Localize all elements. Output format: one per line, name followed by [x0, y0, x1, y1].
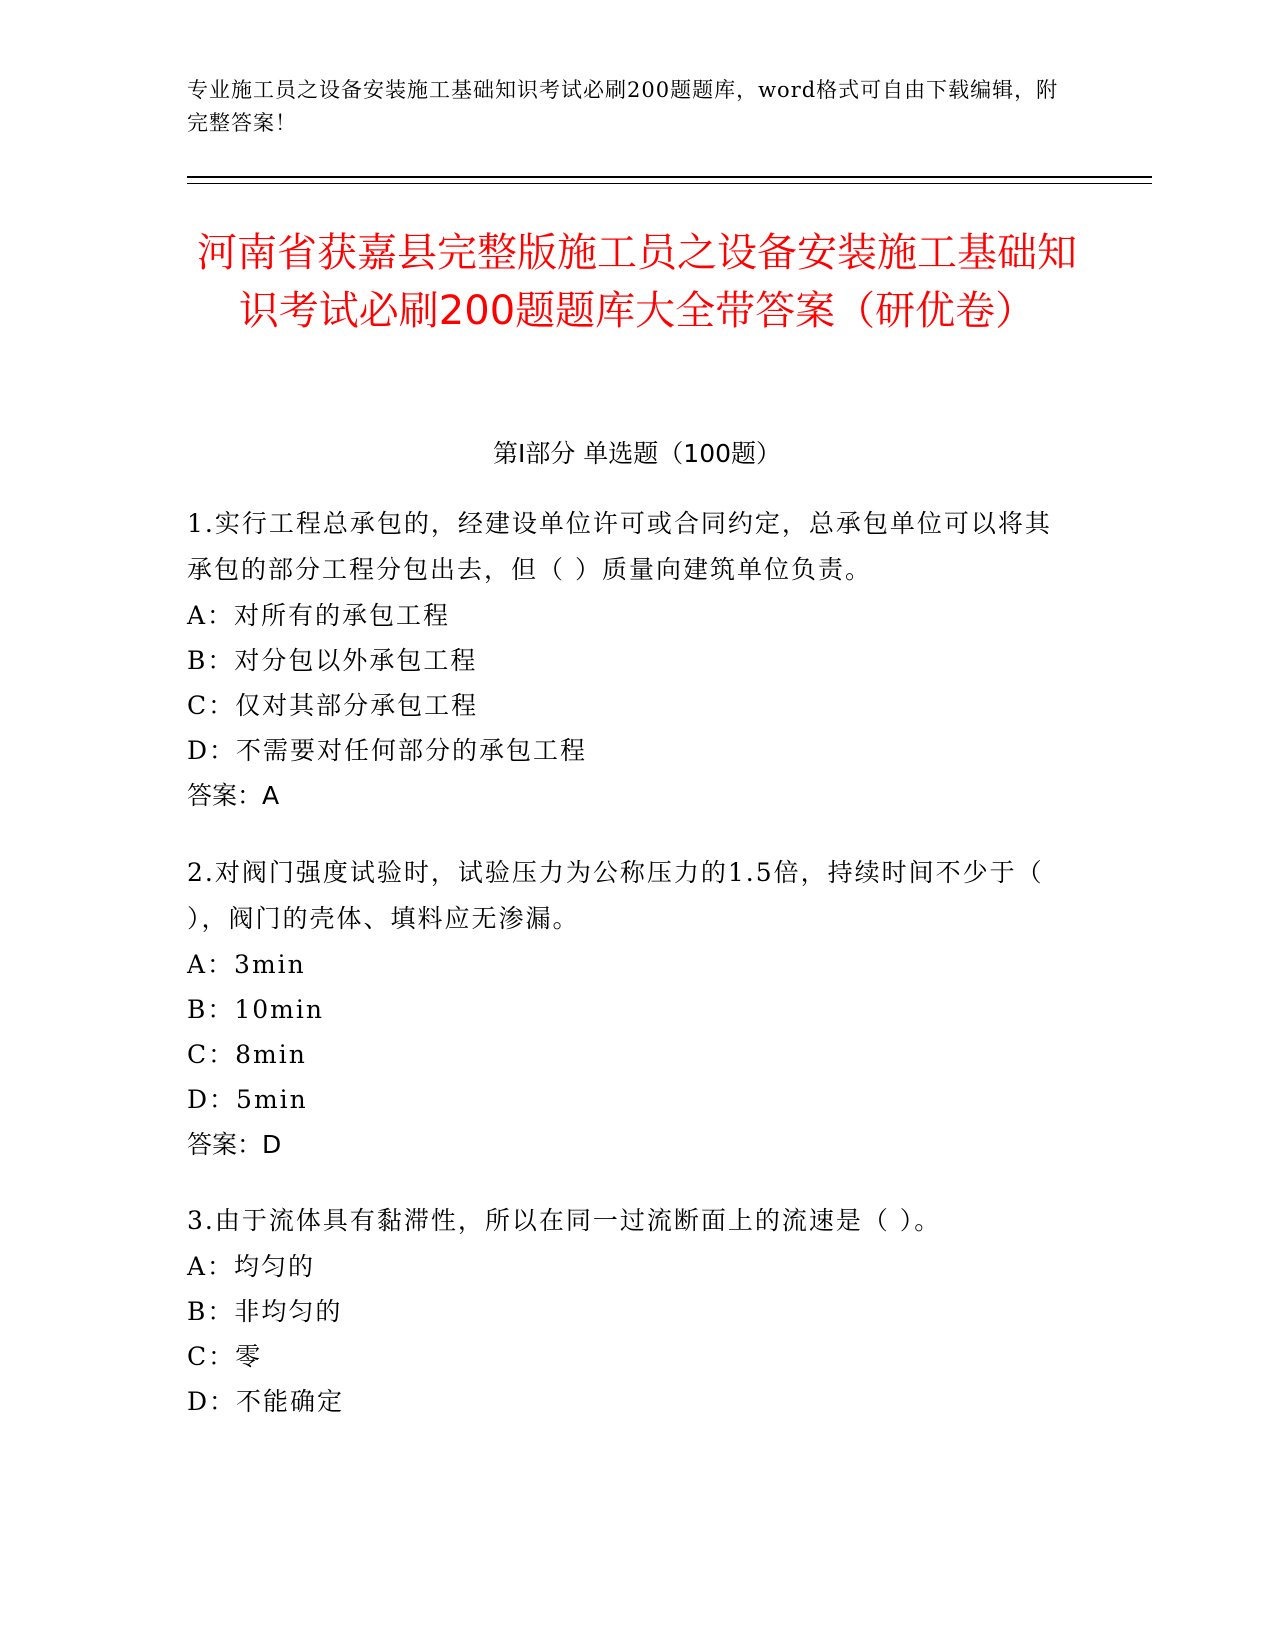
header-divider-thin — [187, 183, 1152, 184]
option-b: B：非均匀的 — [187, 1297, 343, 1326]
header-note: 专业施工员之设备安装施工基础知识考试必刷200题题库，word格式可自由下载编辑，附完整答案！ — [187, 78, 1059, 135]
header-divider-thick — [187, 176, 1152, 178]
option-b: B：10min — [187, 995, 324, 1024]
answer-line: 答案：A — [187, 781, 280, 810]
document-title: 河南省获嘉县完整版施工员之设备安装施工基础知识考试必刷200题题库大全带答案（研优卷） — [197, 230, 1077, 334]
option-d: D：不需要对任何部分的承包工程 — [187, 736, 588, 765]
option-c: C：零 — [187, 1342, 263, 1371]
option-d: D：不能确定 — [187, 1387, 345, 1416]
option-c: C：8min — [187, 1040, 307, 1069]
question-stem: 2.对阀门强度试验时，试验压力为公称压力的1.5倍，持续时间不少于（ ），阀门的壳体、填料应无渗漏。 — [187, 858, 1044, 933]
question-2 — [187, 850, 1067, 1168]
option-a: A：均匀的 — [187, 1252, 316, 1281]
option-d: D：5min — [187, 1085, 308, 1114]
option-a: A：3min — [187, 950, 306, 979]
option-a: A：对所有的承包工程 — [187, 601, 451, 630]
answer-line: 答案：D — [187, 1130, 282, 1159]
question-3 — [187, 1198, 1067, 1424]
option-b: B：对分包以外承包工程 — [187, 646, 478, 675]
option-c: C：仅对其部分承包工程 — [187, 691, 479, 720]
question-1 — [187, 501, 1067, 819]
question-stem: 1.实行工程总承包的，经建设单位许可或合同约定，总承包单位可以将其承包的部分工程分包出去，但（ ）质量向建筑单位负责。 — [187, 509, 1052, 584]
section-heading: 第Ⅰ部分 单选题（100题） — [492, 439, 782, 468]
question-stem: 3.由于流体具有黏滞性，所以在同一过流断面上的流速是（ ）。 — [187, 1206, 942, 1235]
